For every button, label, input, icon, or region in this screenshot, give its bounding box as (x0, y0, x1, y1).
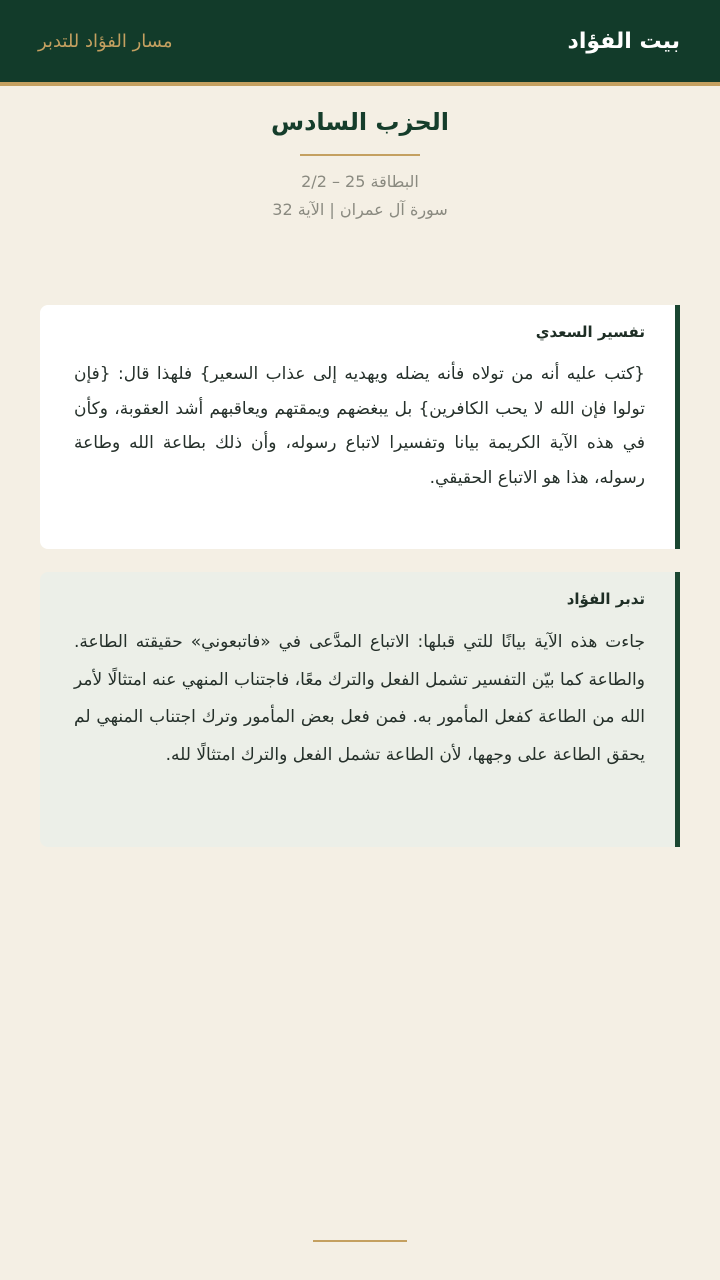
tadabbur-section (40, 572, 680, 847)
tafsir-title: تفسير السعدي (535, 323, 645, 341)
surah-reference: سورة آل عمران | الآية 32 (272, 200, 448, 219)
app-header (0, 0, 720, 86)
brand-title[interactable]: بيت الفؤاد (567, 29, 680, 54)
tafsir-body: {كتب عليه أنه من تولاه فأنه يضله ويهديه إلى عذاب السعير} فلهذا قال: {فإن تولوا فإن الله لا يحب الكافرين} بل يبغضهم ويمقتهم ويعاقبهم أشد العقوبة، وكأن في هذه الآية الكريمة بيانا وتفسيرا لاتباع رسوله، وأن ذلك بطاعة الله وطاعة رسوله، هذا هو الاتباع الحقيقي. (74, 364, 645, 488)
nav-link-tadabbur-path[interactable]: مسار الفؤاد للتدبر (38, 31, 173, 52)
tadabbur-title: تدبر الفؤاد (566, 590, 645, 608)
title-block (0, 100, 720, 222)
title-divider (300, 154, 420, 156)
tafsir-section (40, 305, 680, 549)
tadabbur-body: جاءت هذه الآية بيانًا للتي قبلها: الاتباع المدَّعى في «فاتبعوني» حقيقته الطاعة. والطاعة كما بيّن التفسير تشمل الفعل والترك معًا، فاجتناب المنهي عنه امتثالًا لأمر الله من الطاعة كفعل المأمور به. فمن فعل بعض المأمور وترك اجتناب المنهي لم يحقق الطاعة على وجهها، لأن الطاعة تشمل الفعل والترك امتثالًا لله. (74, 632, 645, 765)
card-number: البطاقة 25 – 2/2 (301, 172, 419, 191)
page-title: الحزب السادس (270, 108, 450, 136)
bottom-divider (313, 1240, 407, 1242)
